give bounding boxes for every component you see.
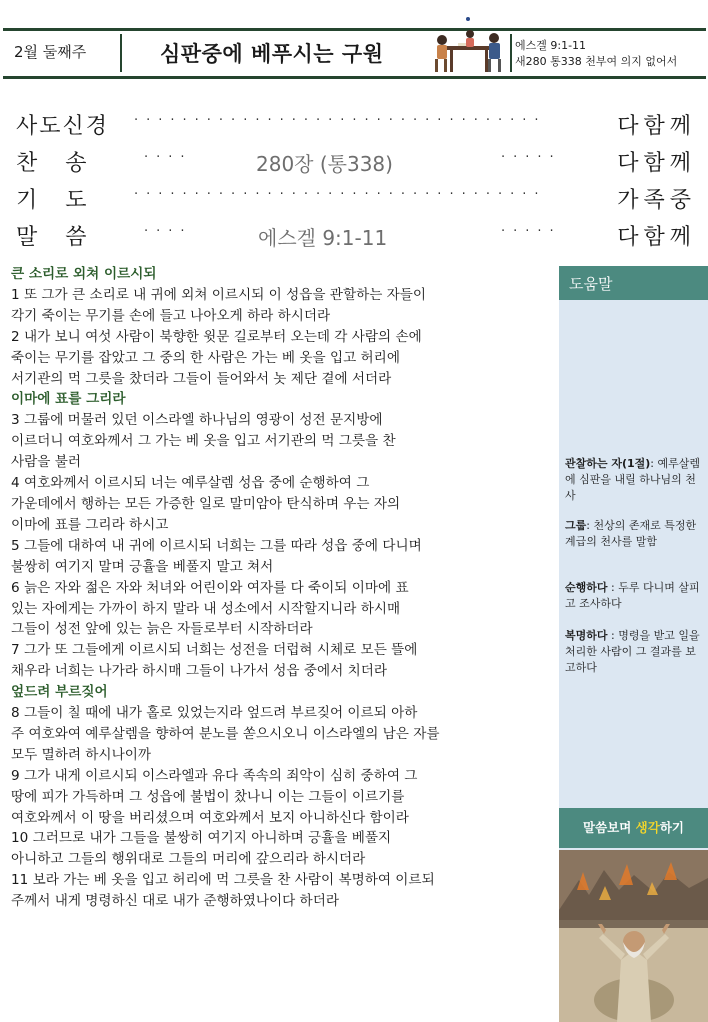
verse-line: 1 또 그가 큰 소리로 내 귀에 외쳐 이르시되 이 성읍을 관할하는 자들이	[11, 286, 427, 303]
verse-line: 그들이 성전 앞에 있는 늙은 자들로부터 시작하더라	[11, 621, 313, 638]
verse-line: 서기관의 먹 그릇을 찼더라 그들이 들어와서 놋 제단 곁에 서더라	[11, 370, 392, 387]
section-heading: 큰 소리로 외쳐 이르시되	[11, 266, 157, 282]
verse-line: 4 여호와께서 이르시되 너는 예루살렘 성읍 중에 순행하여 그	[11, 475, 370, 492]
order-leader: 다함께	[617, 151, 696, 176]
glossary-item	[565, 580, 705, 612]
verse-line: 8 그들이 칠 때에 내가 홀로 있었는지라 엎드려 부르짖어 이르되 아하	[11, 705, 418, 722]
verse-line: 3 그룹에 머물러 있던 이스라엘 하나님의 영광이 성전 문지방에	[11, 412, 383, 429]
order-label: 말 씀	[16, 225, 87, 250]
week-label: 2월 둘째주	[14, 43, 87, 61]
header-top-rule	[3, 28, 706, 31]
glossary-term: 복명하다	[565, 629, 608, 642]
verse-line: 죽이는 무기를 잡았고 그 중의 한 사람은 가는 베 옷을 입고 허리에	[11, 349, 400, 366]
leader-dots: ····	[144, 224, 193, 239]
glossary-term: 순행하다	[565, 581, 608, 594]
leader-dots: ··································	[134, 113, 547, 128]
verse-line: 아니하고 그들의 행위대로 그들의 머리에 갚으리라 하시더라	[11, 851, 366, 868]
order-leader: 다함께	[617, 114, 696, 139]
think-text: 말씀보며	[583, 820, 636, 835]
verse-line: 사람을 불러	[11, 454, 81, 471]
header-divider-right	[510, 34, 512, 72]
leader-dots: ····	[144, 150, 193, 165]
think-text-end: 하기	[659, 820, 684, 835]
verse-line: 7 그가 또 그들에게 이르시되 너희는 성전을 더럽혀 시체로 모든 뜰에	[11, 642, 418, 659]
glossary-definition: : 천상의 존재로 특정한 계급의 천사를 말함	[565, 519, 697, 548]
glossary-item	[565, 628, 705, 676]
verse-line: 2 내가 보니 여섯 사람이 북향한 윗문 길로부터 오는데 각 사람의 손에	[11, 328, 422, 345]
verse-line: 채우라 너희는 나가라 하시매 그들이 나가서 성읍 중에서 치더라	[11, 663, 387, 680]
order-leader: 가족중	[617, 188, 696, 213]
order-row	[16, 109, 696, 143]
verse-line: 각기 죽이는 무기를 손에 들고 나아오게 하라 하시더라	[11, 307, 331, 324]
verse-line: 땅에 피가 가득하며 그 성읍에 불법이 찼나니 이는 그들이 이르기를	[11, 788, 405, 805]
page-title: 심판중에 베푸시는 구원	[160, 42, 384, 66]
verse-line: 가운데에서 행하는 모든 가증한 일로 말미암아 탄식하며 우는 자의	[11, 495, 401, 512]
glossary-item	[565, 456, 705, 504]
verse-line: 이르더니 여호와께서 그 가는 베 옷을 입고 서기관의 먹 그릇을 찬	[11, 433, 396, 450]
glossary-term: 그룹	[565, 519, 587, 532]
verse-line: 불쌍히 여기지 말며 긍휼을 베풀지 말고 쳐서	[11, 558, 274, 575]
glossary-item	[565, 518, 705, 550]
think-highlight: 생각	[635, 820, 660, 835]
order-label: 기 도	[16, 188, 87, 213]
header-reference	[515, 38, 677, 70]
order-label: 사도신경	[16, 114, 110, 139]
verse-line: 10 그러므로 내가 그들을 불쌍히 여기지 아니하며 긍휼을 베풀지	[11, 830, 392, 847]
think-banner	[559, 808, 708, 848]
verse-line: 5 그들에 대하여 내 귀에 이르시되 너희는 그를 따라 성읍 중에 다니며	[11, 537, 422, 554]
glossary-definition: : 명령을 받고 일을 처리한 사람이 그 결과를 보고하다	[565, 629, 700, 674]
leader-dots: ··································	[134, 187, 547, 202]
help-sidebar	[559, 266, 708, 1022]
verse-line: 여호와께서 이 땅을 버리셨으며 여호와께서 보지 아니하신다 함이라	[11, 809, 409, 826]
scripture-passage	[11, 264, 541, 912]
header-divider	[120, 34, 122, 72]
verse-line: 11 보라 가는 베 옷을 입고 허리에 먹 그릇을 찬 사람이 복명하여 이르되	[11, 872, 435, 889]
sidebar-title: 도움말	[569, 275, 613, 293]
glossary-definition: : 예루살렘에 심판을 내릴 하나님의 천사	[565, 457, 701, 502]
family-worship-illustration	[430, 16, 508, 74]
order-leader: 다함께	[617, 225, 696, 250]
reference-text: 에스겔 9:1-11	[515, 39, 587, 52]
verse-line: 이마에 표를 그리라 하시고	[11, 516, 169, 533]
order-content: 280장 (통338)	[256, 152, 393, 176]
order-row	[16, 220, 696, 254]
prophet-illustration	[559, 850, 708, 1022]
order-label: 찬 송	[16, 151, 87, 176]
verse-line: 주 여호와여 예루살렘을 향하여 분노를 쏟으시오니 이스라엘의 남은 자를	[11, 725, 440, 742]
section-heading: 이마에 표를 그리라	[11, 391, 126, 408]
header-bottom-rule	[3, 76, 706, 79]
verse-line: 있는 자에게는 가까이 하지 말라 내 성소에서 시작할지니라 하시매	[11, 600, 401, 617]
order-content: 에스겔 9:1-11	[258, 226, 388, 250]
leader-dots: ·····	[501, 150, 562, 165]
sidebar-header	[559, 266, 708, 300]
glossary-term: 관찰하는 자(1절)	[565, 457, 651, 470]
glossary-definition: : 두루 다니며 살피고 조사하다	[565, 581, 700, 610]
verse-line: 주께서 내게 명령하신 대로 내가 준행하였나이다 하더라	[11, 893, 339, 910]
order-row	[16, 146, 696, 180]
verse-line: 모두 멸하려 하시나이까	[11, 746, 151, 763]
verse-line: 9 그가 내게 이르시되 이스라엘과 유다 족속의 죄악이 심히 중하여 그	[11, 767, 418, 784]
verse-line: 6 늙은 자와 젊은 자와 처녀와 어린이와 여자를 다 죽이되 이마에 표	[11, 579, 409, 596]
leader-dots: ·····	[501, 224, 562, 239]
section-heading: 엎드려 부르짖어	[11, 684, 108, 701]
order-row	[16, 183, 696, 217]
hymn-text: 새280 통338 천부여 의지 없어서	[515, 55, 678, 68]
